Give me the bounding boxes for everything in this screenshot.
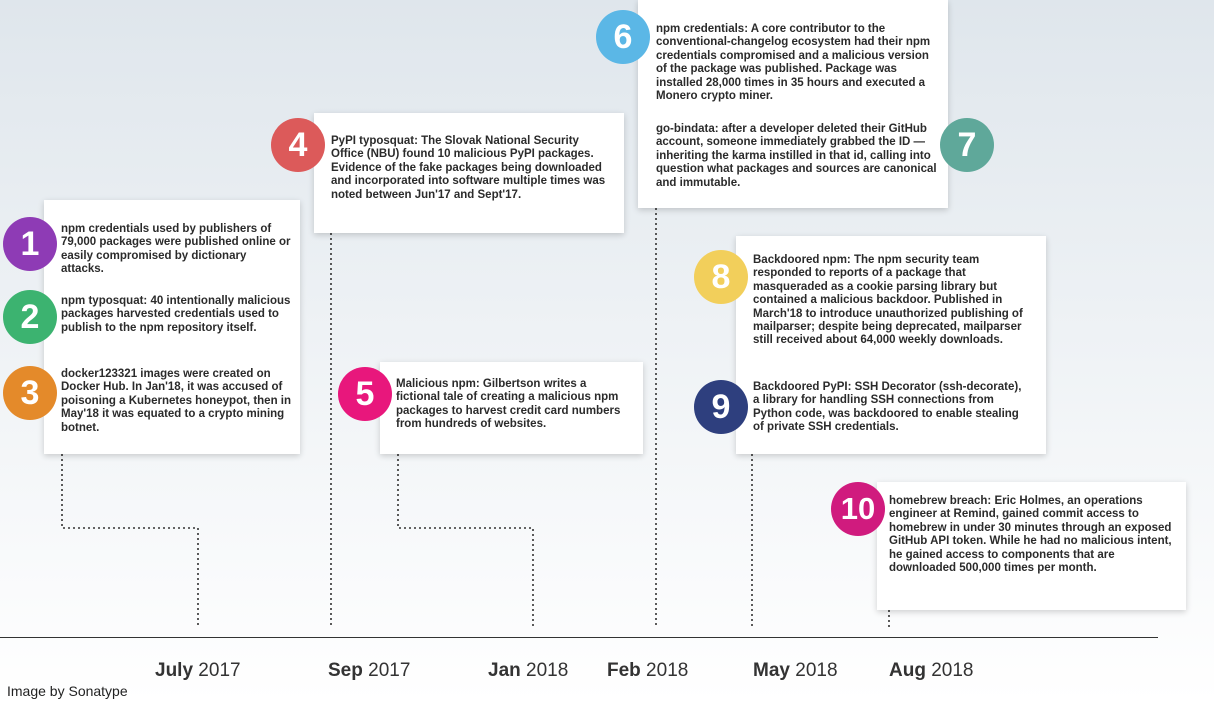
tick-jan-2018: Jan 2018 — [488, 660, 569, 681]
event-8-text: Backdoored npm: The npm security team responded to reports of a package that masqueraded as a cookie parsing library but contained a malicious backdoor. Published in March'18 to introduce unauthorized publishing of mailparser; despite being deprecated, mailparser still received about 64,000 weekly downloads. — [753, 254, 1023, 347]
event-10-number-badge: 10 — [831, 482, 885, 536]
event-7-text: go-bindata: after a developer deleted their GitHub account, someone immediately grabbed the ID — inheriting the karma instilled in that id, calling into question what packages and sources are canonical and immutable. — [656, 123, 937, 189]
event-6-number-badge: 6 — [596, 10, 650, 64]
event-10-text: homebrew breach: Eric Holmes, an operations engineer at Remind, gained commit access to homebrew in under 30 minutes through an exposed GitHub API token. While he had no malicious intent, he gained access to components that are downloaded 500,000 times per month. — [889, 495, 1172, 575]
timeline-axis — [0, 637, 1158, 638]
event-4-number-badge: 4 — [271, 118, 325, 172]
event-9-text: Backdoored PyPI: SSH Decorator (ssh-decorate), a library for handling SSH connections from Python code, was backdoored to enable stealing of private SSH credentials. — [753, 381, 1022, 434]
event-2-text: npm typosquat: 40 intentionally malicious packages harvested credentials used to publish to the npm repository itself. — [61, 295, 291, 334]
event-8-number-badge: 8 — [694, 250, 748, 304]
event-1-text: npm credentials used by publishers of 79,000 packages were published online or easily compromised by dictionary attacks. — [61, 223, 291, 276]
event-2-number-badge: 2 — [3, 290, 57, 344]
event-9-number-badge: 9 — [694, 380, 748, 434]
connector-jan — [398, 454, 533, 627]
event-3-text: docker123321 images were created on Docker Hub. In Jan'18, it was accused of poisoning a Kubernetes honeypot, then in May'18 it was equated to a crypto mining botnet. — [61, 368, 292, 434]
event-3-number-badge: 3 — [3, 366, 57, 420]
connector-july — [62, 454, 198, 627]
tick-aug-2018: Aug 2018 — [889, 660, 974, 681]
event-7-number-badge: 7 — [940, 118, 994, 172]
event-4-text: PyPI typosquat: The Slovak National Security Office (NBU) found 10 malicious PyPI packages. Evidence of the fake packages being downloaded and incorporated into software multiple times was noted between Jun'17 and Sept'17. — [331, 135, 606, 201]
tick-feb-2018: Feb 2018 — [607, 660, 689, 681]
event-1-number-badge: 1 — [3, 217, 57, 271]
tick-may-2018: May 2018 — [753, 660, 838, 681]
tick-sep-2017: Sep 2017 — [328, 660, 411, 681]
image-credit: Image by Sonatype — [7, 683, 128, 699]
event-6-text: npm credentials: A core contributor to the conventional-changelog ecosystem had their npm credentials compromised and a malicious version of the package was published. Package was installed 28,000 times in 35 hours and executed a Monero crypto miner. — [656, 23, 931, 103]
tick-july-2017: July 2017 — [155, 660, 241, 681]
event-5-number-badge: 5 — [338, 367, 392, 421]
event-5-text: Malicious npm: Gilbertson writes a fictional tale of creating a malicious npm packages to harvest credit card numbers from hundreds of websites. — [396, 378, 621, 431]
